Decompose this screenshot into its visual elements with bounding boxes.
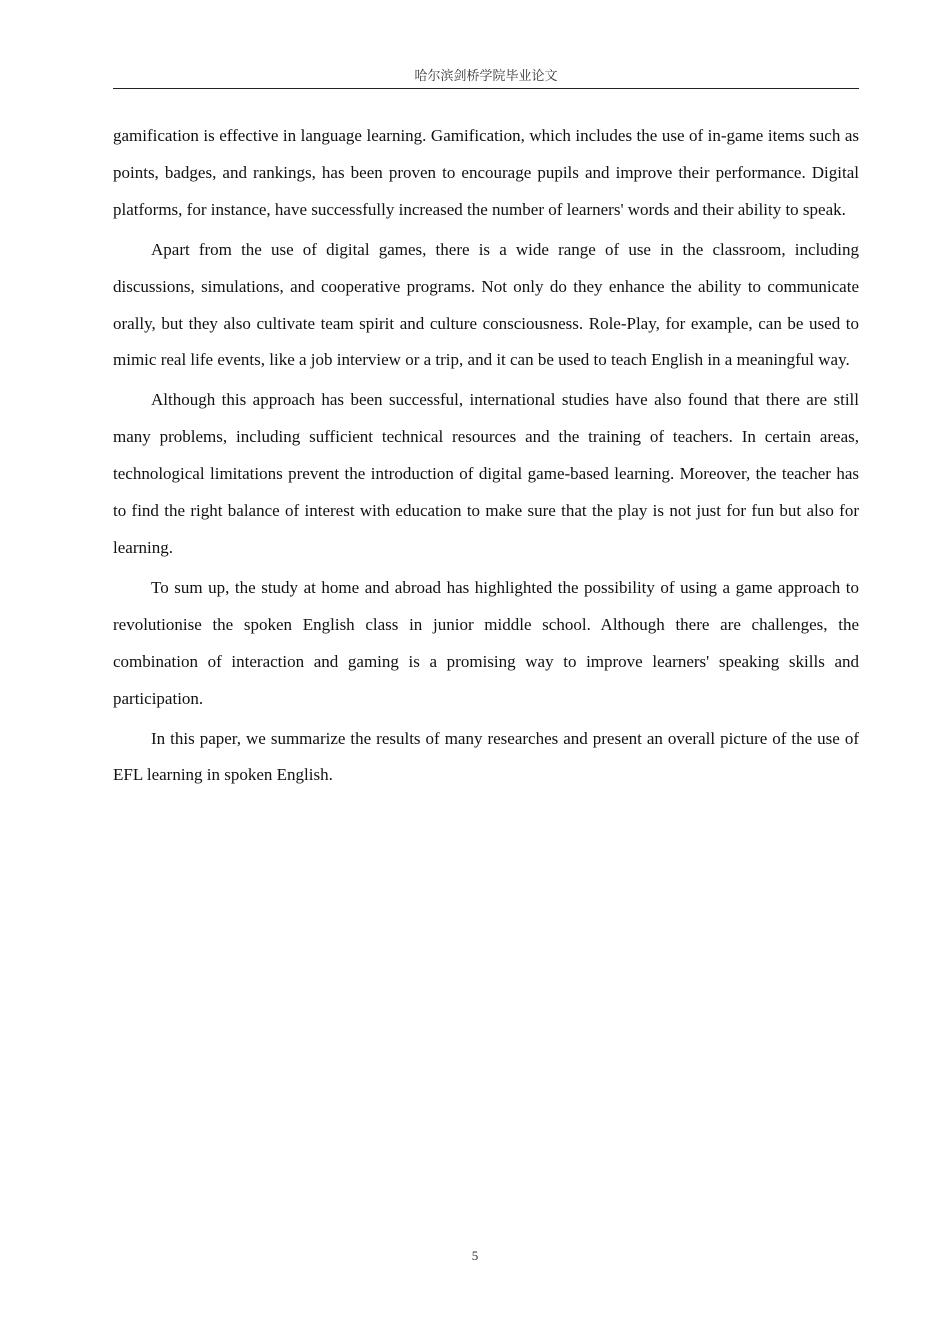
paragraph-overview: In this paper, we summarize the results of many researches and present an overall picture of the use of EFL learning in spoken English. — [113, 728, 859, 785]
paragraph-summary: To sum up, the study at home and abroad has highlighted the possibility of using a game approach to revolutionise the spoken English class in junior middle school. Although there are challenges, the combination of interaction and gaming is a promising way to improve learners' speaking skills and participation. — [113, 577, 859, 708]
page-number: 5 — [471, 1248, 479, 1263]
paragraph-challenges: Although this approach has been successful, international studies have also found that there are still many problems, including sufficient technical resources and the training of teachers. In certain areas, technological limitations prevent the introduction of digital game-based learning. Moreover, the teacher has to find the right balance of interest with education to make sure that the play is not just for fun but also for learning. — [113, 390, 859, 557]
header-title: 哈尔滨剑桥学院毕业论文 — [414, 68, 558, 83]
paragraph-continuation: gamification is effective in language learning. Gamification, which includes the use of in-game items such as points, badges, and rankings, has been proven to encourage pupils and improve their performance. Digital platforms, for instance, have successfully increased the number of learners' words and their ability to speak. — [113, 126, 859, 219]
document-body — [113, 118, 859, 797]
paragraph-classroom-activities: Apart from the use of digital games, there is a wide range of use in the classroom, including discussions, simulations, and cooperative programs. Not only do they enhance the ability to communicate orally, but they also cultivate team spirit and culture consciousness. Role-Play, for example, can be used to mimic real life events, like a job interview or a trip, and it can be used to teach English in a meaningful way. — [113, 239, 859, 370]
page-header — [113, 66, 859, 89]
